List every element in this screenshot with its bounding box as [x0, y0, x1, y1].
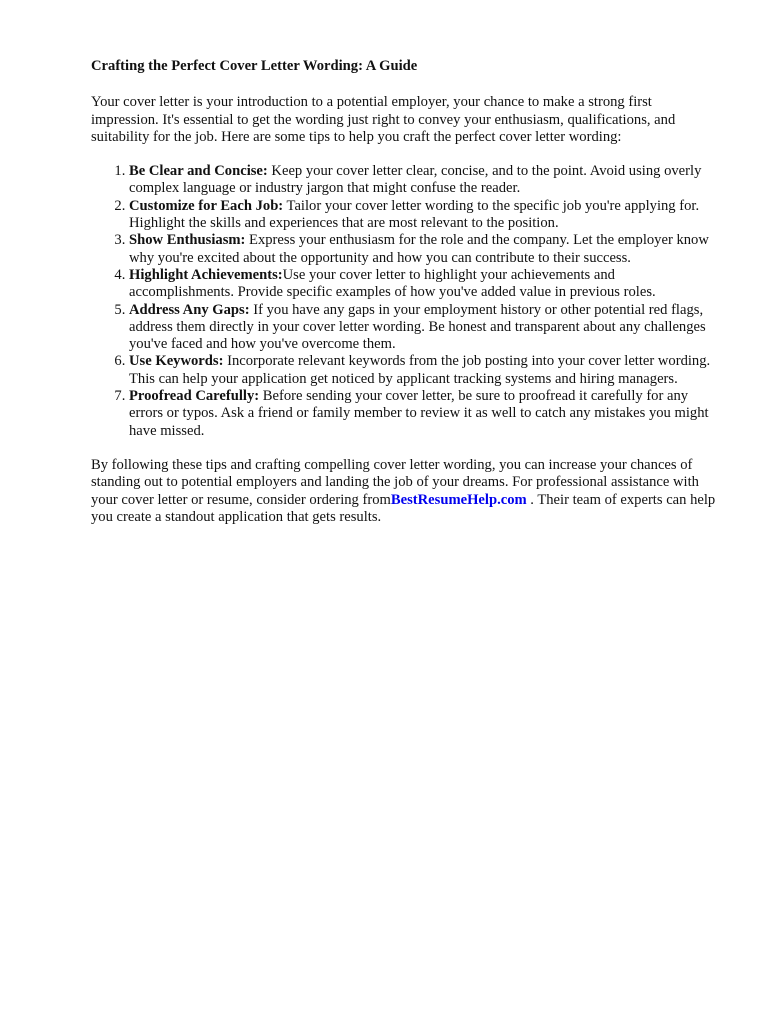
list-item	[129, 267, 721, 302]
tip-text: Incorporate relevant keywords from the job posting into your cover letter wording. This can help your application get noticed by applicant tracking systems and hiring managers.	[129, 353, 711, 387]
list-item	[129, 232, 721, 267]
closing-text-before: By following these tips and crafting compelling cover letter wording, you can increase your chances of standing out to potential employers and landing the job of your dreams. For professional assistance with your cover letter or resume, consider ordering from	[91, 456, 699, 508]
intro-paragraph: Your cover letter is your introduction to a potential employer, your chance to make a strong first impression. It's essential to get the wording just right to convey your enthusiasm, qualifications, and suitability for the job. Here are some tips to help you craft the perfect cover letter wording:	[91, 94, 676, 145]
tip-heading: Be Clear and Concise:	[129, 163, 268, 180]
tip-text: Tailor your cover letter wording to the specific job you're applying for. Highlight the skills and experiences that are most relevant to the position.	[129, 197, 700, 232]
list-item	[129, 353, 721, 388]
tip-text: Express your enthusiasm for the role and the company. Let the employer know why you're excited about the opportunity and how you can contribute to their success.	[129, 232, 709, 266]
tip-text: Before sending your cover letter, be sure to proofread it carefully for any errors or typos. Ask a friend or family member to review it as well to catch any mistakes you might have missed.	[129, 388, 709, 439]
tip-heading: Address Any Gaps:	[129, 301, 250, 318]
tip-text: Use your cover letter to highlight your achievements and accomplishments. Provide specific examples of how you've added value in previous roles.	[129, 266, 656, 301]
closing-text-after: . Their team of experts can help you create a standout application that gets results.	[91, 491, 716, 525]
tip-heading: Proofread Carefully:	[129, 388, 260, 405]
tip-heading: Highlight Achievements:	[129, 266, 283, 283]
tip-text: Keep your cover letter clear, concise, and to the point. Avoid using overly complex language or industry jargon that might confuse the reader.	[129, 163, 702, 197]
tips-list	[91, 163, 721, 440]
list-item	[129, 388, 721, 440]
tip-heading: Show Enthusiasm:	[129, 232, 246, 249]
list-item	[129, 198, 721, 233]
document-page	[91, 58, 721, 526]
document-title: Crafting the Perfect Cover Letter Wording: A Guide	[91, 58, 418, 74]
tip-heading: Customize for Each Job:	[129, 197, 284, 214]
tip-heading: Use Keywords:	[129, 353, 224, 370]
bestresumehelp-link[interactable]: BestResumeHelp.com	[390, 491, 527, 508]
list-item	[129, 302, 721, 354]
tip-text: If you have any gaps in your employment history or other potential red flags, address them directly in your cover letter wording. Be honest and transparent about any challenges you've faced and how you've overcome them.	[129, 301, 706, 353]
closing-paragraph	[91, 457, 721, 526]
list-item	[129, 163, 721, 198]
